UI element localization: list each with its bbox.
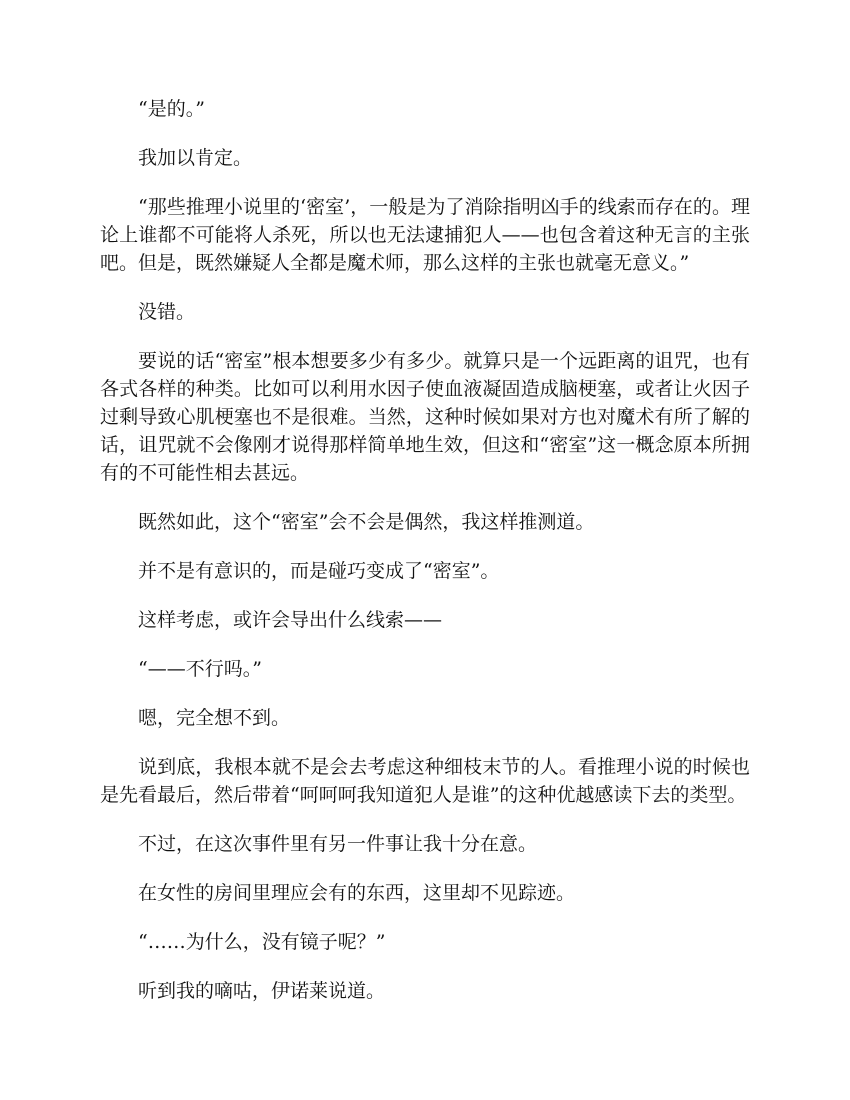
document-page (100, 95, 750, 1026)
paragraph: 不过，在这次事件里有另一件事让我十分在意。 (138, 833, 538, 855)
paragraph: 没错。 (138, 301, 196, 323)
paragraph: “是的。” (138, 98, 205, 120)
paragraph: 听到我的嘀咕，伊诺莱说道。 (138, 980, 386, 1002)
paragraph: 我加以肯定。 (138, 147, 253, 169)
paragraph: 在女性的房间里理应会有的东西，这里却不见踪迹。 (138, 882, 576, 904)
paragraph: 要说的话“密室”根本想要多少有多少。就算只是一个远距离的诅咒，也有各式各样的种类。比如可以利用水因子使血液凝固造成脑梗塞，或者让火因子过剩导致心肌梗塞也不是很难。当然，这种时候如果对方也对魔术有所了解的话，诅咒就不会像刚才说得那样简单地生效，但这和“密室”这一概念原本所拥有的不可能性相去甚远。 (100, 350, 750, 484)
paragraph: “……为什么，没有镜子呢？” (138, 931, 386, 953)
paragraph: “——不行吗。” (138, 658, 262, 680)
paragraph: “那些推理小说里的‘密室’，一般是为了消除指明凶手的线索而存在的。理论上谁都不可能将人杀死，所以也无法逮捕犯人——也包含着这种无言的主张吧。但是，既然嫌疑人全都是魔术师，那么这样的主张也就毫无意义。” (100, 196, 750, 274)
paragraph: 既然如此，这个“密室”会不会是偶然，我这样推测道。 (138, 511, 595, 533)
paragraph: 嗯，完全想不到。 (138, 707, 291, 729)
paragraph: 并不是有意识的，而是碰巧变成了“密室”。 (138, 560, 500, 582)
paragraph: 这样考虑，或许会导出什么线索—— (138, 609, 443, 631)
paragraph: 说到底，我根本就不是会去考虑这种细枝末节的人。看推理小说的时候也是先看最后，然后带着“呵呵呵我知道犯人是谁”的这种优越感读下去的类型。 (100, 756, 750, 806)
